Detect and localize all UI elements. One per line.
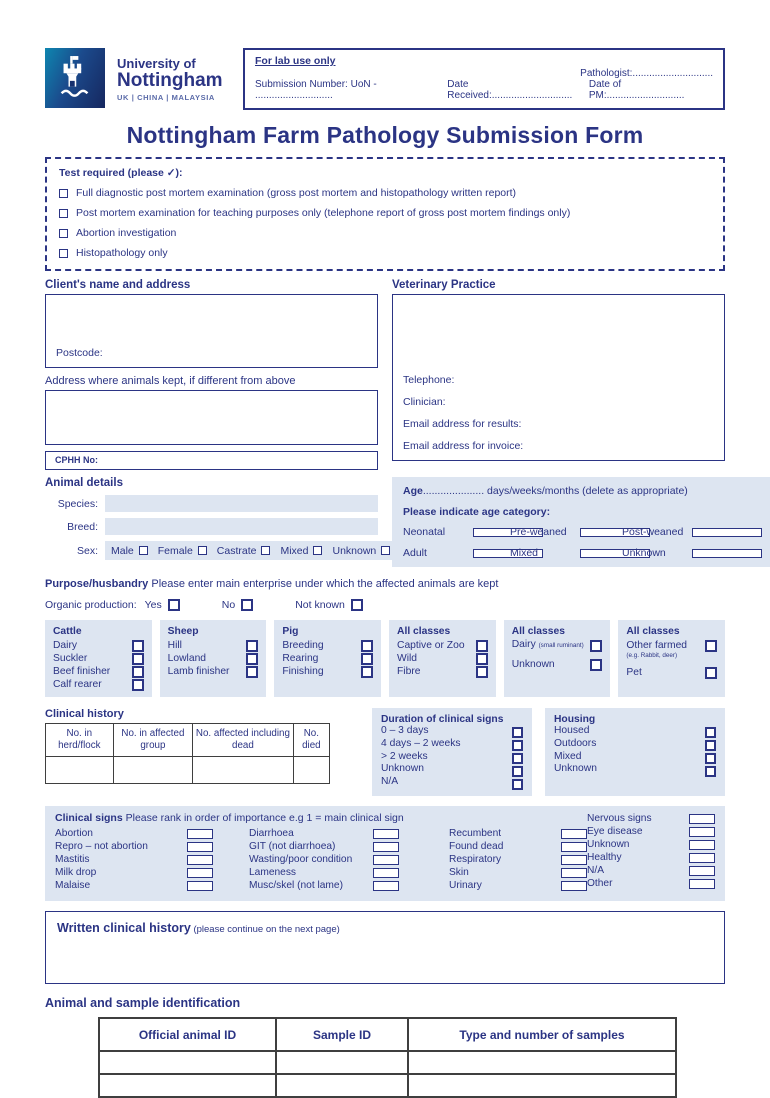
- checkbox-histopathology-only[interactable]: [59, 249, 68, 258]
- rank-box-unknown[interactable]: [689, 840, 715, 850]
- sign-recumbent: [449, 827, 587, 840]
- clinical-signs-title: [55, 812, 587, 824]
- purpose-hint: Please enter main enterprise under which the affected animals are kept: [148, 578, 499, 590]
- enterprise-panel-all-classes-4: [504, 620, 611, 697]
- duration-checkboxes: [512, 727, 523, 790]
- sign-malaise: [55, 879, 213, 892]
- test-required-title: Test required (please ✓):: [59, 167, 183, 179]
- age-option-label: Post-weaned: [622, 526, 684, 538]
- housing-section: [545, 708, 725, 796]
- sign-other: [587, 877, 715, 890]
- duration-section: [372, 708, 532, 796]
- hill-checkbox[interactable]: [246, 640, 258, 652]
- sample-identification-title: Animal and sample identification: [45, 996, 241, 1010]
- duration-n-a-checkbox[interactable]: [512, 779, 523, 790]
- panel-title: All classes: [397, 626, 451, 637]
- clinician-field[interactable]: Clinician:: [403, 396, 446, 408]
- enterprise-panel-cattle-0: [45, 620, 152, 697]
- animals-kept-address-input[interactable]: [45, 390, 378, 445]
- panel-item-suckler: [53, 652, 144, 665]
- sign-label: Healthy: [587, 852, 622, 863]
- duration-option-unknown: Unknown: [381, 763, 424, 775]
- clinical-signs-column-4: [587, 812, 715, 892]
- panel-title: All classes: [511, 626, 565, 637]
- test-option-label: Post mortem examination for teaching purposes only (telephone report of gross post mortem findings only): [76, 207, 571, 219]
- duration-2-weeks-checkbox[interactable]: [512, 753, 523, 764]
- sign-nervous-signs: [587, 812, 715, 825]
- panel-title: All classes: [626, 626, 680, 637]
- panel-item-label: Finishing: [282, 665, 324, 677]
- panel-item-label: Suckler: [53, 652, 88, 664]
- rank-box-milk-drop[interactable]: [187, 868, 213, 878]
- sign-abortion: [55, 827, 213, 840]
- panel-item-breeding: [282, 639, 373, 652]
- duration-items: [381, 725, 512, 789]
- age-option-mixed: [510, 547, 622, 559]
- table-cell-official-animal-id[interactable]: [99, 1051, 276, 1074]
- housing-unknown-checkbox[interactable]: [705, 766, 716, 777]
- clinical-signs-column-1: [55, 827, 213, 892]
- sign-git-not-diarrhoea: [249, 840, 399, 853]
- housing-option-unknown: Unknown: [554, 763, 597, 775]
- duration-title: Duration of clinical signs: [381, 714, 504, 725]
- sample-identification-section: [45, 996, 725, 1098]
- organic-option-yes: [145, 599, 180, 611]
- panel-item-label: Fibre: [397, 665, 421, 677]
- breed-input[interactable]: [105, 518, 378, 535]
- finishing-checkbox[interactable]: [361, 666, 373, 678]
- table-cell-no-died[interactable]: [293, 757, 329, 784]
- client-address-label: Client's name and address: [45, 279, 191, 291]
- dairy-checkbox[interactable]: [590, 640, 602, 652]
- animal-details-section: [45, 477, 378, 567]
- panel-item-calf-rearer: [53, 678, 144, 691]
- organic-option-not-known: [295, 599, 363, 611]
- rank-box-skin[interactable]: [561, 868, 587, 878]
- organic-production-label: Organic production:: [45, 599, 137, 611]
- sex-option-mixed: [280, 545, 322, 557]
- age-label: Age: [403, 485, 423, 497]
- email-address-for-invoice-field[interactable]: Email address for invoice:: [403, 440, 524, 452]
- rank-box-found-dead[interactable]: [561, 842, 587, 852]
- lab-use-only-box: [243, 48, 725, 110]
- sign-musc-skel-not-lame: [249, 879, 399, 892]
- sign-healthy: [587, 851, 715, 864]
- panel-title: Pig: [282, 626, 299, 637]
- column-header-no-in-herd-flock: No. in herd/flock: [46, 724, 114, 757]
- captive-or-zoo-checkbox[interactable]: [476, 640, 488, 652]
- housing-option-outdoors: Outdoors: [554, 737, 597, 749]
- table-cell-sample-id[interactable]: [276, 1051, 408, 1074]
- age-option-post-weaned: [622, 526, 762, 538]
- client-address-input[interactable]: [45, 294, 378, 368]
- housing-housed-checkbox[interactable]: [705, 727, 716, 738]
- organic-option-no: [222, 599, 253, 611]
- rank-box-malaise[interactable]: [187, 881, 213, 891]
- panel-item-rearing: [282, 652, 373, 665]
- sign-label: Wasting/poor condition: [249, 854, 353, 865]
- other-farmed-checkbox[interactable]: [705, 640, 717, 652]
- panel-item-note: (small ruminant): [538, 642, 584, 649]
- test-option-histopathology-only: [59, 247, 711, 259]
- lab-use-only-title: For lab use only: [255, 55, 336, 67]
- species-input[interactable]: [105, 495, 378, 512]
- calf-rearer-checkbox[interactable]: [132, 679, 144, 691]
- panel-item-label: Unknown: [511, 658, 555, 670]
- rank-box-lameness[interactable]: [373, 868, 399, 878]
- checkbox-post-mortem-examination-for-te[interactable]: [59, 209, 68, 218]
- rank-box-git-not-diarrhoea[interactable]: [373, 842, 399, 852]
- panel-item-finishing: [282, 665, 373, 678]
- sign-wasting-poor-condition: [249, 853, 399, 866]
- sex-option-unknown: [332, 545, 390, 557]
- wild-checkbox[interactable]: [476, 653, 488, 665]
- sign-label: GIT (not diarrhoea): [249, 841, 336, 852]
- sign-unknown: [587, 838, 715, 851]
- sign-label: Respiratory: [449, 854, 502, 865]
- clinical-signs-column-3: [449, 827, 587, 892]
- age-option-adult: [403, 547, 510, 559]
- duration-0-3-days-checkbox[interactable]: [512, 727, 523, 738]
- test-option-full-diagnostic-post-mortem-ex: [59, 187, 711, 199]
- mixed-checkbox[interactable]: [313, 546, 322, 555]
- enterprise-panel-all-classes-3: [389, 620, 496, 697]
- sign-label: Musc/skel (not lame): [249, 880, 343, 891]
- castle-icon: [45, 48, 105, 108]
- duration-option-0-3-days: 0 – 3 days: [381, 725, 429, 736]
- panel-item-lowland: [168, 652, 259, 665]
- sign-label: Found dead: [449, 841, 504, 852]
- university-logo: [45, 48, 227, 110]
- panel-item-label: Lowland: [167, 652, 207, 664]
- sign-respiratory: [449, 853, 587, 866]
- sign-label: Diarrhoea: [249, 828, 294, 839]
- suckler-checkbox[interactable]: [132, 653, 144, 665]
- column-header-sample-id: Sample ID: [276, 1018, 408, 1051]
- panel-item-label: Beef finisher: [53, 665, 111, 677]
- logo-line-2: Nottingham: [117, 70, 223, 91]
- clinical-signs-section: [45, 806, 725, 901]
- duration-option-2-weeks: > 2 weeks: [381, 750, 428, 762]
- lamb-finisher-checkbox[interactable]: [246, 666, 258, 678]
- panel-item-label: Hill: [167, 639, 182, 651]
- dairy-checkbox[interactable]: [132, 640, 144, 652]
- panel-item-label: Calf rearer: [53, 678, 102, 690]
- panel-item-label: Captive or Zoo: [397, 639, 465, 651]
- sign-label: Malaise: [55, 880, 91, 891]
- age-option-label: Pre-weaned: [510, 526, 567, 538]
- table-cell-sample-id[interactable]: [276, 1074, 408, 1097]
- clinical-history-section: [45, 708, 330, 796]
- rank-box-mastitis[interactable]: [187, 855, 213, 865]
- panel-item-beef-finisher: [53, 665, 144, 678]
- table-cell-no-in-affected-group[interactable]: [113, 757, 193, 784]
- panel-item-other-farmed: [626, 639, 717, 652]
- sex-label: Sex:: [76, 544, 98, 557]
- pathologist-field[interactable]: Pathologist:.............................: [580, 68, 713, 79]
- rank-box-n-a[interactable]: [689, 866, 715, 876]
- enterprise-panel-pig-2: [274, 620, 381, 697]
- sign-milk-drop: [55, 866, 213, 879]
- breed-label: Breed:: [67, 520, 98, 533]
- veterinary-practice-input[interactable]: [392, 294, 725, 461]
- housing-title: Housing: [554, 714, 596, 725]
- age-option-label: Mixed: [510, 547, 539, 559]
- sign-label: Nervous signs: [587, 813, 652, 824]
- table-cell-official-animal-id[interactable]: [99, 1074, 276, 1097]
- duration-unknown-checkbox[interactable]: [512, 766, 523, 777]
- sign-lameness: [249, 866, 399, 879]
- panel-item-label: Dairy: [53, 639, 78, 651]
- organic-option-label: Yes: [144, 599, 162, 611]
- clinical-signs-label: Clinical signs: [55, 812, 123, 824]
- panel-item-label: Pet: [626, 666, 642, 678]
- written-history-input[interactable]: [45, 911, 725, 984]
- panel-item-unknown: [512, 658, 603, 671]
- enterprise-panels: [45, 620, 725, 697]
- pet-checkbox[interactable]: [705, 667, 717, 679]
- rank-box-nervous-signs[interactable]: [689, 814, 715, 824]
- panel-item-dairy: [53, 639, 144, 652]
- test-option-label: Histopathology only: [76, 247, 168, 259]
- purpose-label: Purpose/husbandry: [45, 578, 149, 590]
- panel-item-label: Wild: [397, 652, 418, 664]
- sex-option-male: [111, 545, 148, 557]
- cphh-number-input[interactable]: [45, 451, 378, 470]
- age-line: [403, 485, 762, 497]
- male-checkbox[interactable]: [139, 546, 148, 555]
- sex-option-label: Female: [157, 544, 193, 557]
- species-label: Species:: [57, 497, 98, 510]
- lowland-checkbox[interactable]: [246, 653, 258, 665]
- clinical-signs-columns: [55, 827, 587, 892]
- written-history-hint: (please continue on the next page): [190, 924, 340, 935]
- clinical-signs-column-2: [249, 827, 399, 892]
- duration-option-4-days-2-weeks: 4 days – 2 weeks: [381, 737, 461, 749]
- post-weaned-checkbox[interactable]: [692, 528, 762, 537]
- fibre-checkbox[interactable]: [476, 666, 488, 678]
- organic-production-row: [45, 599, 725, 611]
- sign-label: Other: [587, 878, 613, 889]
- rank-box-musc-skel-not-lame[interactable]: [373, 881, 399, 891]
- sign-label: Recumbent: [449, 828, 502, 839]
- sign-n-a: [587, 864, 715, 877]
- rank-box-respiratory[interactable]: [561, 855, 587, 865]
- sign-eye-disease: [587, 825, 715, 838]
- rank-box-healthy[interactable]: [689, 853, 715, 863]
- sample-identification-table: [98, 1017, 677, 1098]
- housing-outdoors-checkbox[interactable]: [705, 740, 716, 751]
- housing-option-housed: Housed: [554, 725, 590, 736]
- sign-label: N/A: [587, 865, 604, 876]
- panel-item-lamb-finisher: [168, 665, 259, 678]
- panel-item-dairy: [512, 639, 603, 652]
- date-of-pm-field[interactable]: Date of PM:............................: [588, 79, 685, 101]
- enterprise-panel-all-classes-5: [618, 620, 725, 697]
- form-title: Nottingham Farm Pathology Submission Form: [126, 122, 644, 148]
- sign-skin: [449, 866, 587, 879]
- sign-diarrhoea: [249, 827, 399, 840]
- housing-checkboxes: [705, 727, 716, 790]
- test-required-options: [59, 187, 711, 259]
- housing-mixed-checkbox[interactable]: [705, 753, 716, 764]
- panel-item-note: (e.g. Rabbit, deer): [626, 652, 678, 659]
- sign-label: Repro – not abortion: [55, 841, 148, 852]
- breeding-checkbox[interactable]: [361, 640, 373, 652]
- veterinary-practice-label: Veterinary Practice: [392, 279, 496, 291]
- column-header-official-animal-id: Official animal ID: [99, 1018, 276, 1051]
- panel-item-hill: [168, 639, 259, 652]
- column-header-no-affected-including-dead: No. affected including dead: [193, 724, 293, 757]
- panel-item-label: Other farmed: [626, 639, 688, 651]
- page-header: [45, 48, 725, 110]
- enterprise-panel-sheep-1: [160, 620, 267, 697]
- table-cell-type-and-number-of-samples[interactable]: [408, 1074, 676, 1097]
- sex-options: [105, 541, 396, 560]
- sign-repro-not-abortion: [55, 840, 213, 853]
- column-header-no-in-affected-group: No. in affected group: [113, 724, 193, 757]
- sex-option-label: Castrate: [216, 544, 257, 557]
- sex-option-castrate: [217, 545, 271, 557]
- housing-items: [554, 725, 705, 776]
- panel-title: Sheep: [167, 626, 199, 637]
- panel-item-wild: [397, 652, 488, 665]
- logo-line-1: University of: [117, 56, 196, 71]
- test-option-label: Abortion investigation: [76, 227, 177, 239]
- panel-item-label: Dairy (small ruminant): [511, 639, 584, 650]
- rank-box-recumbent[interactable]: [561, 829, 587, 839]
- age-option-neonatal: [403, 526, 510, 538]
- animal-details-title: Animal details: [45, 477, 123, 489]
- written-history-label: Written clinical history: [57, 921, 191, 935]
- column-header-type-and-number-of-samples: Type and number of samples: [408, 1018, 676, 1051]
- rank-box-wasting-poor-condition[interactable]: [373, 855, 399, 865]
- clinical-signs-hint: Please rank in order of importance e.g 1 = main clinical sign: [122, 812, 404, 824]
- test-option-label: Full diagnostic post mortem examination (gross post mortem and histopathology written report): [76, 187, 517, 199]
- panel-title: Cattle: [53, 626, 82, 637]
- clinical-history-table: [45, 723, 330, 784]
- panel-item-fibre: [397, 665, 488, 678]
- clinical-history-title: Clinical history: [45, 708, 124, 720]
- submission-number-field[interactable]: Submission Number: UoN - ............................: [255, 79, 377, 101]
- sign-label: Urinary: [449, 880, 482, 891]
- duration-option-n-a: N/A: [381, 776, 399, 788]
- client-column: [45, 279, 378, 470]
- organic-not-known-checkbox[interactable]: [351, 599, 363, 611]
- checkbox-full-diagnostic-post-mortem-ex[interactable]: [59, 189, 68, 198]
- sex-option-label: Mixed: [280, 544, 309, 557]
- sign-label: Eye disease: [587, 826, 643, 837]
- sign-found-dead: [449, 840, 587, 853]
- sign-label: Unknown: [587, 839, 630, 850]
- panel-item-label: Breeding: [282, 639, 324, 651]
- age-option-pre-weaned: [510, 526, 622, 538]
- panel-item-label: Rearing: [282, 652, 319, 664]
- test-option-abortion-investigation: [59, 227, 711, 239]
- panel-item-label: Lamb finisher: [167, 665, 230, 677]
- sign-mastitis: [55, 853, 213, 866]
- table-cell-type-and-number-of-samples[interactable]: [408, 1051, 676, 1074]
- sex-option-label: Male: [111, 544, 134, 557]
- panel-item-pet: [626, 666, 717, 679]
- animals-kept-address-label: Address where animals kept, if different from above: [45, 375, 296, 387]
- age-category-options: [403, 526, 762, 559]
- age-category-label: Please indicate age category:: [403, 506, 551, 518]
- rank-box-repro-not-abortion[interactable]: [187, 842, 213, 852]
- age-section: [392, 477, 770, 567]
- logo-text: [117, 48, 223, 110]
- organic-option-label: Not known: [295, 599, 345, 611]
- cphh-label: CPHH No:: [55, 455, 98, 465]
- test-required-section: [45, 157, 725, 271]
- logo-line-3: UK | CHINA | MALAYSIA: [117, 93, 215, 102]
- rank-box-diarrhoea[interactable]: [373, 829, 399, 839]
- rank-box-abortion[interactable]: [187, 829, 213, 839]
- sign-label: Lameness: [249, 867, 297, 878]
- unknown-checkbox[interactable]: [590, 659, 602, 671]
- organic-options: [137, 599, 405, 611]
- unknown-checkbox[interactable]: [692, 549, 762, 558]
- sex-option-label: Unknown: [332, 544, 377, 557]
- rearing-checkbox[interactable]: [361, 653, 373, 665]
- telephone-field[interactable]: Telephone:: [403, 374, 455, 386]
- table-cell-no-affected-including-dead[interactable]: [193, 757, 293, 784]
- rank-box-urinary[interactable]: [561, 881, 587, 891]
- female-checkbox[interactable]: [198, 546, 207, 555]
- postcode-label: Postcode:: [56, 347, 103, 359]
- age-option-label: Unknown: [622, 547, 666, 559]
- organic-option-label: No: [221, 599, 236, 611]
- table-cell-no-in-herd-flock[interactable]: [46, 757, 114, 784]
- duration-4-days-2-weeks-checkbox[interactable]: [512, 740, 523, 751]
- unknown-checkbox[interactable]: [381, 546, 390, 555]
- column-header-no-died: No. died: [293, 724, 329, 757]
- sign-label: Mastitis: [55, 854, 90, 865]
- castrate-checkbox[interactable]: [261, 546, 270, 555]
- beef-finisher-checkbox[interactable]: [132, 666, 144, 678]
- organic-yes-checkbox[interactable]: [168, 599, 180, 611]
- sign-label: Milk drop: [55, 867, 97, 878]
- age-option-unknown: [622, 547, 762, 559]
- housing-option-mixed: Mixed: [554, 750, 582, 762]
- organic-no-checkbox[interactable]: [241, 599, 253, 611]
- vet-column: [392, 279, 725, 470]
- date-received-field[interactable]: Date Received:.............................: [447, 79, 573, 101]
- sign-urinary: [449, 879, 587, 892]
- purpose-husbandry-line: [45, 578, 725, 590]
- sign-label: Abortion: [55, 828, 93, 839]
- test-option-post-mortem-examination-for-te: [59, 207, 711, 219]
- checkbox-abortion-investigation[interactable]: [59, 229, 68, 238]
- sign-label: Skin: [449, 867, 469, 878]
- rank-box-other[interactable]: [689, 879, 715, 889]
- sex-option-female: [158, 545, 207, 557]
- email-address-for-results-field[interactable]: Email address for results:: [403, 418, 522, 430]
- age-option-label: Neonatal: [403, 526, 446, 538]
- age-option-label: Adult: [403, 547, 427, 559]
- panel-item-captive-or-zoo: [397, 639, 488, 652]
- age-dotted-field[interactable]: ..................... days/weeks/months (delete as appropriate): [422, 485, 688, 497]
- rank-box-eye-disease[interactable]: [689, 827, 715, 837]
